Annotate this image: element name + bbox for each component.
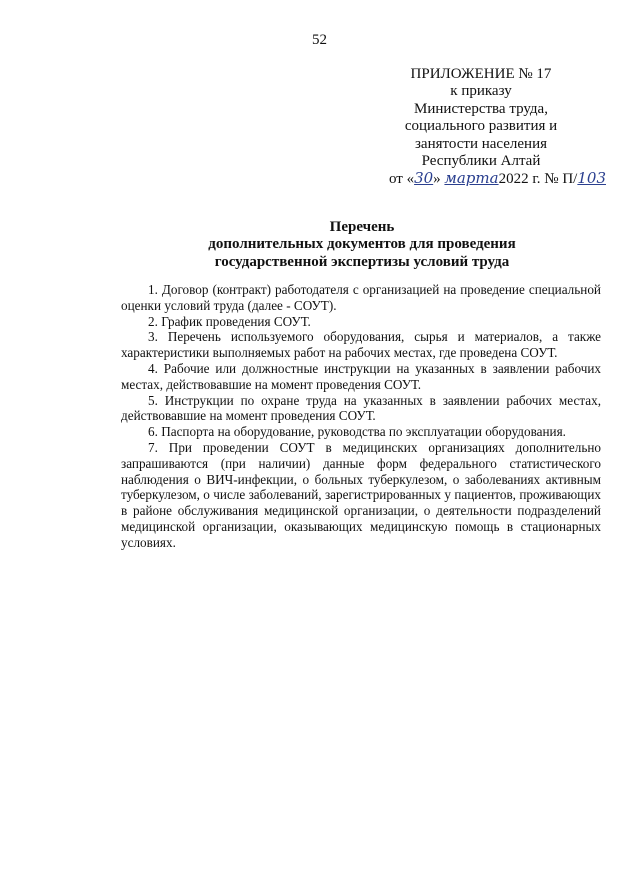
order-mid: » [433,171,445,188]
appendix-title: ПРИЛОЖЕНИЕ № 17 [410,66,552,82]
approval-line: Республики Алтай [421,153,541,170]
approval-line: к приказу [450,83,512,100]
approval-block [370,66,606,189]
handwritten-day: 30 [414,169,434,188]
handwritten-number: 103 [577,169,606,188]
document-body [121,282,601,551]
list-item: 5. Инструкции по охране труда на указанных в заявлении рабочих местах, действовавшие на момент проведения СОУТ. [121,392,601,424]
order-date-line [370,170,606,188]
handwritten-month: марта [444,169,499,188]
list-item: 7. При проведении СОУТ в медицинских организациях дополнительно запрашиваются (при наличии) данные форм федерального статистического наблюдения о ВИЧ-инфекции, о больных туберкулезом, о заболеваниях активным туберкулезом, о числе заболеваний, зарегистрированных у пациентов, проживающих в районе обслуживания медицинской организации, о деятельности подразделений медицинской организации, оказывающих медицинскую помощь в стационарных условиях. [121,439,601,550]
title-line: государственной экспертизы условий труда [214,253,510,270]
list-item: 2. График проведения СОУТ. [148,313,311,329]
approval-line: занятости населения [414,135,547,152]
approval-line: социального развития и [404,118,558,135]
list-item: 3. Перечень используемого оборудования, сырья и материалов, а также характеристики выполняемых работ на рабочих местах, где проведена СОУТ. [121,329,601,361]
document-title [90,219,634,271]
list-item: 6. Паспорта на оборудование, руководства по эксплуатации оборудования. [148,424,566,440]
page-number: 52 [312,32,327,48]
list-item: 4. Рабочие или должностные инструкции на указанных в заявлении рабочих местах, действовавшие на момент проведения СОУТ. [121,360,601,392]
title-line: Перечень [329,219,395,235]
list-item: 1. Договор (контракт) работодателя с организацией на проведение специальной оценки условий труда (далее - СОУТ). [121,282,601,313]
approval-line: Министерства труда, [414,100,548,117]
order-year: 2022 г. № П/ [498,171,578,188]
order-prefix: от « [388,171,415,188]
title-line: дополнительных документов для проведения [208,236,516,253]
